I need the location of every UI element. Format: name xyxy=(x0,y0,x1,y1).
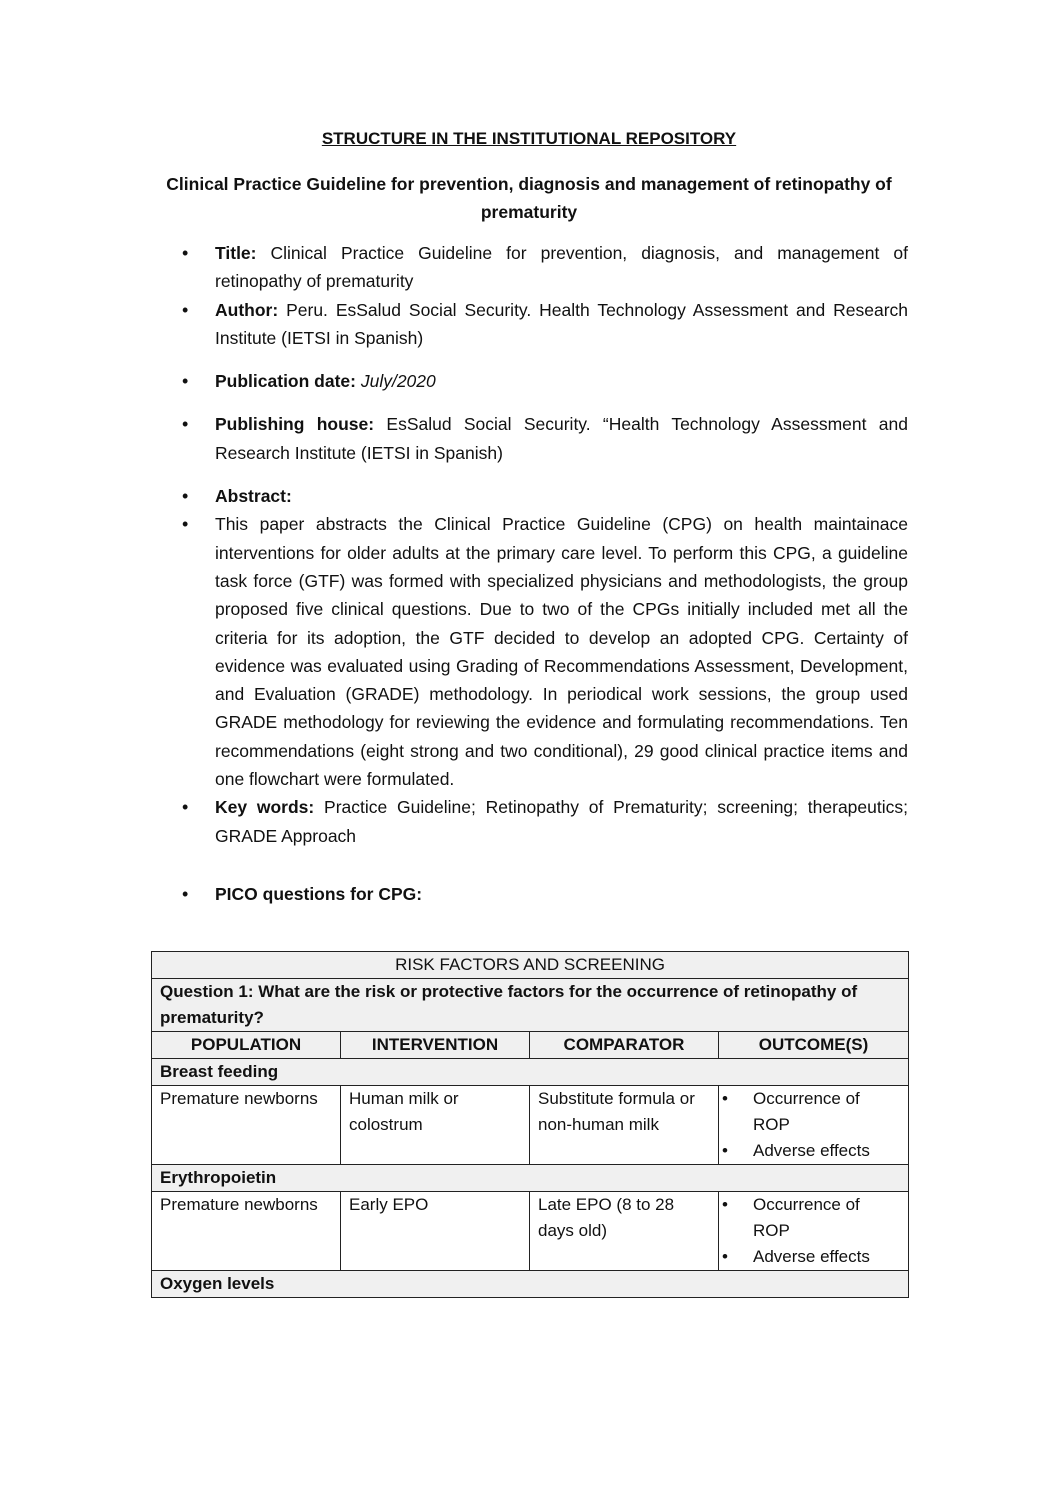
abstract-item xyxy=(150,482,908,510)
publication-date-item xyxy=(150,367,908,395)
cell-population: Premature newborns xyxy=(152,1086,341,1165)
question-text: Question 1: What are the risk or protective factors for the occurrence of retinopathy of prematurity? xyxy=(152,979,909,1032)
outcome-item: • Occurrence of ROP xyxy=(727,1086,900,1138)
outcome-item: • Occurrence of ROP xyxy=(727,1192,900,1244)
page-heading: STRUCTURE IN THE INSTITUTIONAL REPOSITORY xyxy=(321,129,737,148)
author-item xyxy=(150,296,908,353)
title-label: Title: xyxy=(215,243,257,263)
subhead-row xyxy=(152,1271,909,1298)
keywords-label: Key words: xyxy=(215,797,315,818)
subhead-breast-feeding: Breast feeding xyxy=(152,1059,909,1086)
header-intervention: INTERVENTION xyxy=(341,1032,530,1059)
header-population: POPULATION xyxy=(152,1032,341,1059)
outcome-item: • Adverse effects xyxy=(727,1138,900,1164)
subhead-erythropoietin: Erythropoietin xyxy=(152,1165,909,1192)
header-comparator: COMPARATOR xyxy=(530,1032,719,1059)
abstract-label: Abstract: xyxy=(215,486,292,507)
author-label: Author: xyxy=(215,299,279,320)
cell-comparator: Late EPO (8 to 28 days old) xyxy=(530,1192,719,1271)
header-outcomes: OUTCOME(S) xyxy=(719,1032,909,1059)
abstract-text-item xyxy=(150,510,908,793)
pico-table xyxy=(151,951,909,1298)
title-value: Clinical Practice Guideline for prevention, diagnosis, and management of retinopathy of prematurity xyxy=(215,243,908,292)
pico-label: PICO questions for CPG: xyxy=(215,883,423,904)
metadata-list xyxy=(150,239,908,908)
publishing-house-item xyxy=(150,410,908,467)
subhead-row xyxy=(152,1059,909,1086)
cell-outcomes xyxy=(719,1192,909,1271)
outcomes-list xyxy=(727,1192,900,1270)
publishing-house-label: Publishing house: xyxy=(215,414,375,435)
cell-intervention: Human milk or colostrum xyxy=(341,1086,530,1165)
cell-population: Premature newborns xyxy=(152,1192,341,1271)
table-row xyxy=(152,1086,909,1165)
table-question-row xyxy=(152,979,909,1032)
cell-outcomes xyxy=(719,1086,909,1165)
cell-intervention: Early EPO xyxy=(341,1192,530,1271)
table-header-row xyxy=(152,1032,909,1059)
cell-comparator: Substitute formula or non-human milk xyxy=(530,1086,719,1165)
author-value: Peru. EsSalud Social Security. Health Technology Assessment and Research Institute (IETSI in Spanish) xyxy=(215,299,908,348)
outcomes-list xyxy=(727,1086,900,1164)
pico-item xyxy=(150,880,908,908)
publication-date-label: Publication date: xyxy=(215,371,356,392)
table-row xyxy=(152,1192,909,1271)
abstract-text: This paper abstracts the Clinical Practice Guideline (CPG) on health maintainace interventions for older adults at the primary care level. To perform this CPG, a guideline task force (GTF) was formed with specialized physicians and methodologists, the group proposed five clinical questions. Due to two of the CPGs initially included met all the criteria for its adoption, the GTF decided to develop an adopted CPG. Certainty of evidence was evaluated using Grading of Recommendations Assessment, Development, and Evaluation (GRADE) methodology. In periodical work sessions, the group used GRADE methodology for reviewing the evidence and formulating recommendations. Ten recommendations (eight strong and two conditional), 29 good clinical practice items and one flowchart were formulated. xyxy=(215,514,908,790)
keywords-item xyxy=(150,793,908,850)
publication-date-value: July/2020 xyxy=(355,371,436,392)
subhead-oxygen-levels: Oxygen levels xyxy=(152,1271,909,1298)
section-title: RISK FACTORS AND SCREENING xyxy=(152,952,909,979)
keywords-value: Practice Guideline; Retinopathy of Prematurity; screening; therapeutics; GRADE Approach xyxy=(215,797,908,846)
page-title: Clinical Practice Guideline for prevention, diagnosis and management of retinopathy of prematurity xyxy=(166,174,892,222)
title-item xyxy=(150,239,908,296)
table-section-row xyxy=(152,952,909,979)
publishing-house-value: EsSalud Social Security. “Health Technology Assessment and Research Institute (IETSI in Spanish) xyxy=(215,414,908,463)
outcome-item: • Adverse effects xyxy=(727,1244,900,1270)
subhead-row xyxy=(152,1165,909,1192)
